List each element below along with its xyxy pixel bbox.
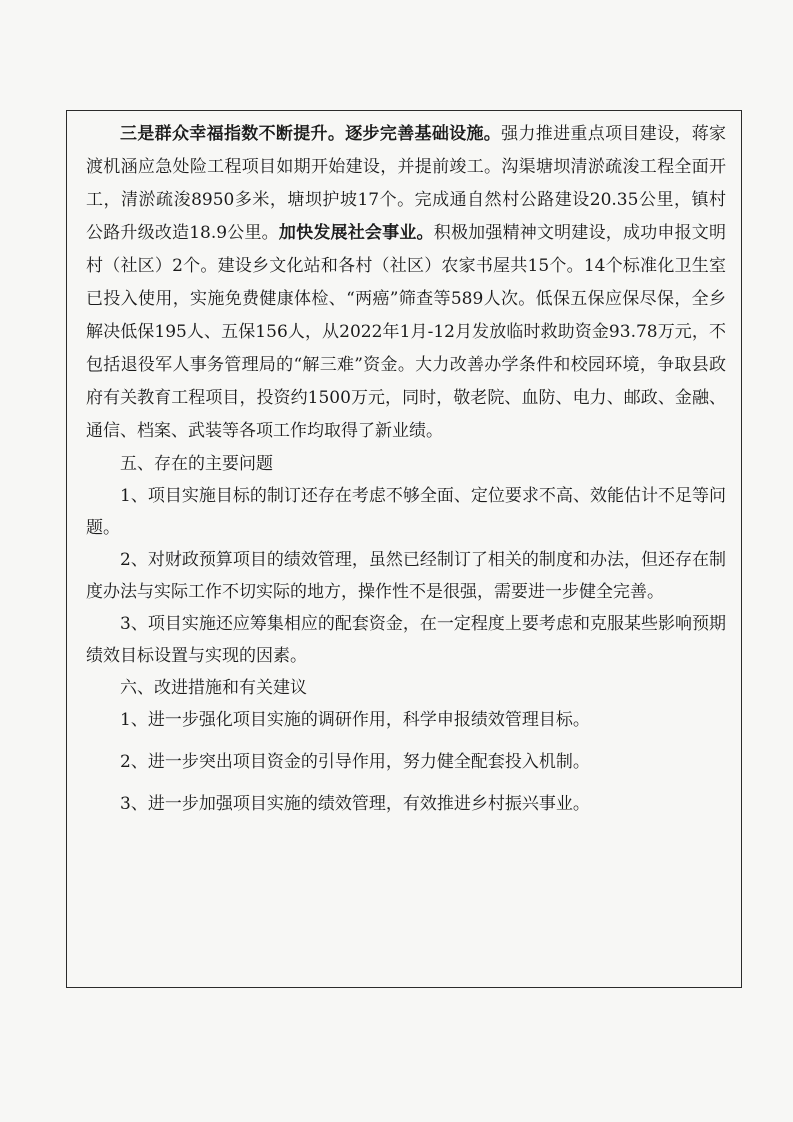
section3-title: 三是群众幸福指数不断提升。 <box>120 124 346 144</box>
section6-item-3: 3、进一步加强项目实施的绩效管理，有效推进乡村振兴事业。 <box>120 794 590 814</box>
section5-item-3: 3、项目实施还应筹集相应的配套资金，在一定程度上要考虑和克服某些影响预期绩效目标设置与实现的因素。 <box>86 614 726 666</box>
section5-item-2: 2、对财政预算项目的绩效管理，虽然已经制订了相关的制度和办法，但还存在制度办法与实际工作不切实际的地方，操作性不是很强，需要进一步健全完善。 <box>86 550 726 602</box>
section3-sub2-title: 加快发展社会事业。 <box>278 223 434 243</box>
section3-paragraph <box>86 118 726 448</box>
section5-item-1: 1、项目实施目标的制订还存在考虑不够全面、定位要求不高、效能估计不足等问题。 <box>86 486 726 538</box>
section3-sub1-title: 逐步完善基础设施。 <box>345 124 502 144</box>
document-body <box>86 118 726 830</box>
section6-heading: 六、改进措施和有关建议 <box>120 678 307 698</box>
section3-sub2-text: 积极加强精神文明建设，成功申报文明村（社区）2个。建设乡文化站和各村（社区）农家书屋共15个。14个标准化卫生室已投入使用，实施免费健康体检、“两癌”筛查等589人次。低保五保应保尽保，全乡解决低保195人、五保156人，从2022年1月-12月发放临时救助资金93.78万元，不包括退役军人事务管理局的“解三难”资金。大力改善办学条件和校园环境，争取县政府有关教育工程项目，投资约1500万元，同时，敬老院、血防、电力、邮政、金融、通信、档案、武装等各项工作均取得了新业绩。 <box>86 223 727 441</box>
section3-sub1-text: 强力推进重点项目建设，蒋家渡机涵应急处险工程项目如期开始建设，并提前竣工。沟渠塘坝清淤疏浚工程全面开工，清淤疏浚8950多米，塘坝护坡17个。完成通自然村公路建设20.35公里，镇村公路升级改造18.9公里。 <box>86 124 727 243</box>
section6-item-1: 1、进一步强化项目实施的调研作用，科学申报绩效管理目标。 <box>120 710 590 730</box>
section5-heading: 五、存在的主要问题 <box>120 454 273 474</box>
section6-item-2: 2、进一步突出项目资金的引导作用，努力健全配套投入机制。 <box>120 752 590 772</box>
